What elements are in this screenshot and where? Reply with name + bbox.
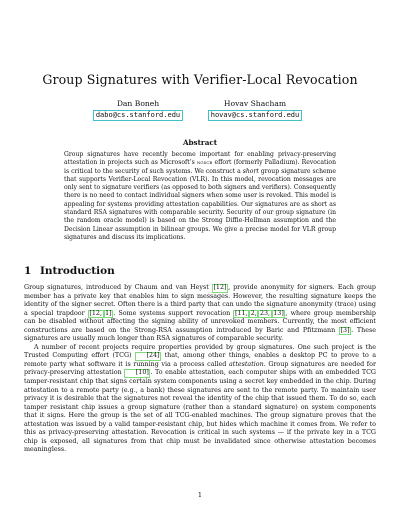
citation-link[interactable]: [24] — [135, 352, 161, 361]
paragraph-emphasis: attestation — [228, 360, 264, 368]
section-title: Introduction — [40, 265, 115, 277]
citation-link[interactable]: 1] — [105, 309, 112, 317]
author-block — [88, 99, 188, 121]
paragraph-text: . To enable attestation, each computer ships with an embedded TCG tamper-resistant chip that signs certain system components using a secret key embedded in the chip. During attestation to a remote party (e.g., a bank) these signatures are sent to the remote party. To maintain user privacy it is desirable that the signatures not reveal the identity of the chip that issued them. To do so, each tamper resistant chip issues a group signature (rather than a standard signature) on system components that it signs. Here the group is the set of all TCG-enabled machines. The group signature proves that the attestation was issued by a valid tamper-resistant chip, but hides which machine it comes from. We refer to this as privacy-preserving attestation. Revocation is critical in such systems — if the private key in a TCG chip is exposed, all signatures from that chip must be invalidated since otherwise attestation becomes meaningless. — [24, 369, 377, 454]
citation-link[interactable]: 2, — [250, 309, 257, 317]
author-block — [190, 99, 320, 121]
citation-link[interactable]: [11, — [234, 309, 248, 317]
section-number: 1 — [24, 265, 32, 277]
citation-link[interactable]: 23, — [259, 309, 271, 317]
abstract-ngscb: ngscb — [196, 159, 213, 167]
citation-link[interactable]: [10] — [124, 369, 150, 378]
abstract-text — [64, 151, 336, 242]
paragraph-text: A number of recent projects require properties provided by group signatures. One such project is the Trusted Computing effort (TCG) — [24, 343, 376, 360]
abstract-text-part: effort (formerly Palladium). Revocation is critical to the security of such systems. We construct a — [64, 159, 336, 175]
author-email-link[interactable]: dabo@cs.stanford.edu — [93, 110, 183, 121]
abstract-heading: Abstract — [182, 138, 218, 147]
paper-title: Group Signatures with Verifier-Local Revocation — [42, 72, 358, 87]
section-body — [24, 284, 376, 455]
author-name: Dan Boneh — [116, 99, 160, 108]
paragraph-text: Group signatures, introduced by Chaum and van Heyst — [24, 284, 212, 291]
paragraph-text: . Group signatures are needed for privacy-preserving attestation — [24, 360, 376, 377]
paragraph — [24, 284, 376, 344]
citation-link[interactable]: [3] — [340, 326, 350, 334]
citation-link[interactable]: [12, — [89, 309, 102, 317]
abstract-emphasis: short — [242, 167, 259, 175]
abstract-text-part: Group signatures have recently become important for enabling privacy-preserving attestation in projects such as Microsoft’s — [64, 151, 336, 167]
paragraph — [24, 344, 376, 455]
citation-link[interactable]: [12] — [213, 284, 227, 291]
paragraph-text: . These signatures are usually much longer than RSA signatures of comparable security. — [24, 326, 376, 343]
page-number: 1 — [197, 491, 203, 499]
section-heading — [24, 265, 115, 277]
paragraph-text: , provide anonymity for signers. Each group member has a private key that enables him to sign messages. However, the resulting signature keeps the identity of the signer secret. Often there is a third party that can undo the signature anonymity (trace) using a special trapdoor — [24, 284, 376, 317]
author-email-link[interactable]: hovav@cs.stanford.edu — [208, 110, 303, 121]
abstract-text-part: group signature scheme that supports Verifier-Local Revocation (VLR). In this model, revocation messages are only sent to signature verifiers (as opposed to both signers and verifiers). Consequently there is no need to contact individual signers when some user is revoked. This model is appealing for systems providing attestation capabilities. Our signatures are as short as standard RSA signatures with comparable security. Security of our group signature (in the random oracle model) is based on the Strong Diffie-Hellman assumption and the Decision Linear assumption in bilinear groups. We give a precise model for VLR group signatures and discuss its implications. — [64, 167, 336, 241]
citation-link[interactable]: 13] — [273, 309, 284, 317]
author-name: Hovav Shacham — [223, 99, 287, 108]
paragraph-text: that, among other things, enables a desktop PC to prove to a remote party what software it is running via a process called — [24, 352, 376, 368]
paragraph-text: . Some systems support revocation — [113, 309, 234, 317]
paragraph-text: , where group membership can be disabled without affecting the signing ability of unrevoked members. Currently, the most efficient constructions are based on the Strong-RSA assumption introduced by Baric and Pfitzmann — [24, 309, 376, 334]
